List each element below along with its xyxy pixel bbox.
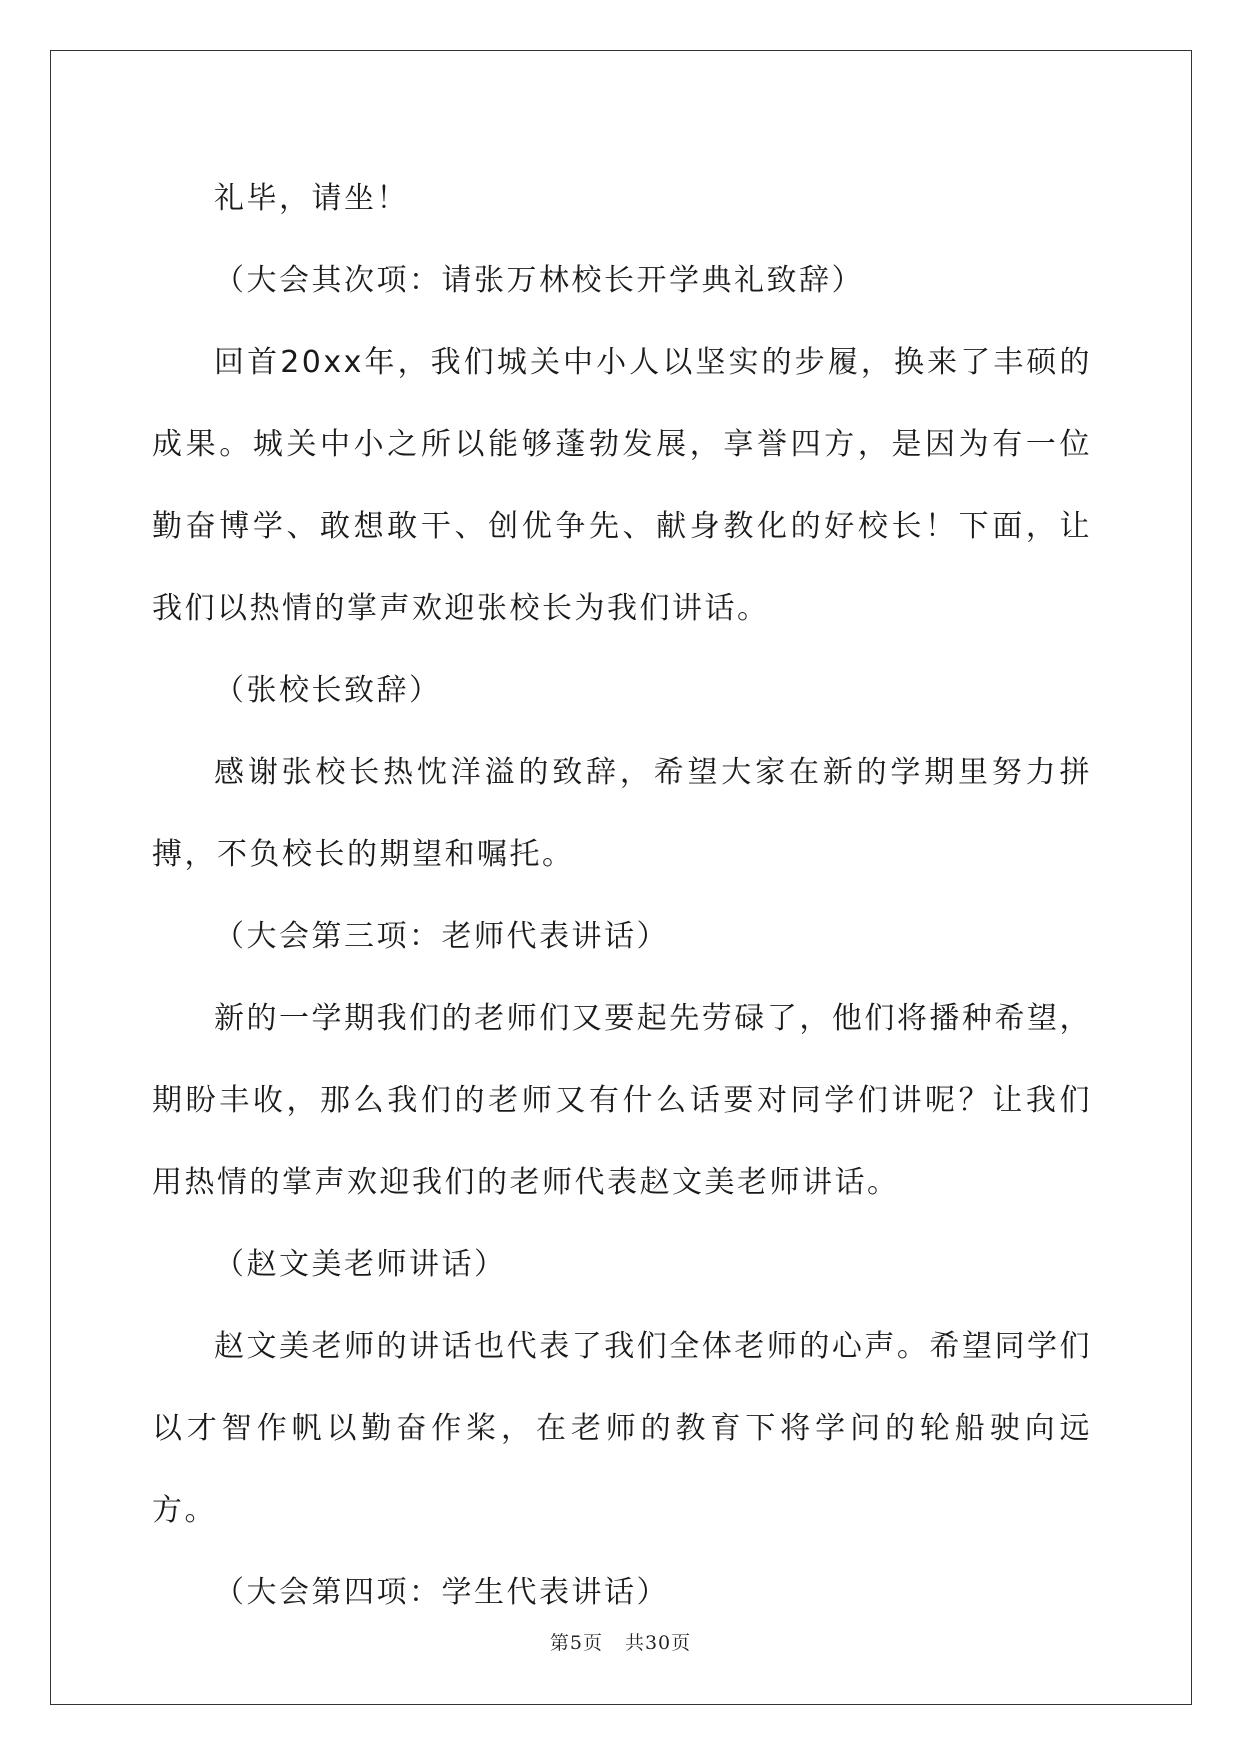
paragraph-thanks-teacher: 赵文美老师的讲话也代表了我们全体老师的心声。希望同学们以才智作帆以勤奋作桨，在老师的教育下将学问的轮船驶向远方。 — [152, 1329, 1092, 1528]
paragraph-principal-intro: 回首20xx年，我们城关中小人以坚实的步履，换来了丰硕的成果。城关中小之所以能够蓬勃发展，享誉四方，是因为有一位勤奋博学、敢想敢干、创优争先、献身教化的好校长！下面，让我们以热情的掌声欢迎张校长为我们讲话。 — [152, 345, 1092, 626]
page-total: 共30页 — [624, 1632, 692, 1654]
paragraph-teacher-intro: 新的一学期我们的老师们又要起先劳碌了，他们将播种希望，期盼丰收，那么我们的老师又有什么话要对同学们讲呢？让我们用热情的掌声欢迎我们的老师代表赵文美老师讲话。 — [152, 1001, 1092, 1200]
paragraph-agenda-item-2: （大会其次项：请张万林校长开学典礼致辞） — [214, 263, 864, 298]
page-number: 第5页 — [549, 1632, 603, 1654]
paragraph-agenda-item-4: （大会第四项：学生代表讲话） — [214, 1575, 669, 1610]
paragraph-teacher-speech: （赵文美老师讲话） — [214, 1247, 507, 1282]
paragraph-agenda-item-3: （大会第三项：老师代表讲话） — [214, 919, 669, 954]
document-body — [152, 158, 1092, 1634]
page-footer — [0, 1628, 1241, 1655]
paragraph-greeting: 礼毕，请坐！ — [214, 181, 409, 216]
paragraph-principal-speech: （张校长致辞） — [214, 673, 442, 708]
paragraph-thanks-principal: 感谢张校长热忱洋溢的致辞，希望大家在新的学期里努力拼搏，不负校长的期望和嘱托。 — [152, 755, 1092, 872]
